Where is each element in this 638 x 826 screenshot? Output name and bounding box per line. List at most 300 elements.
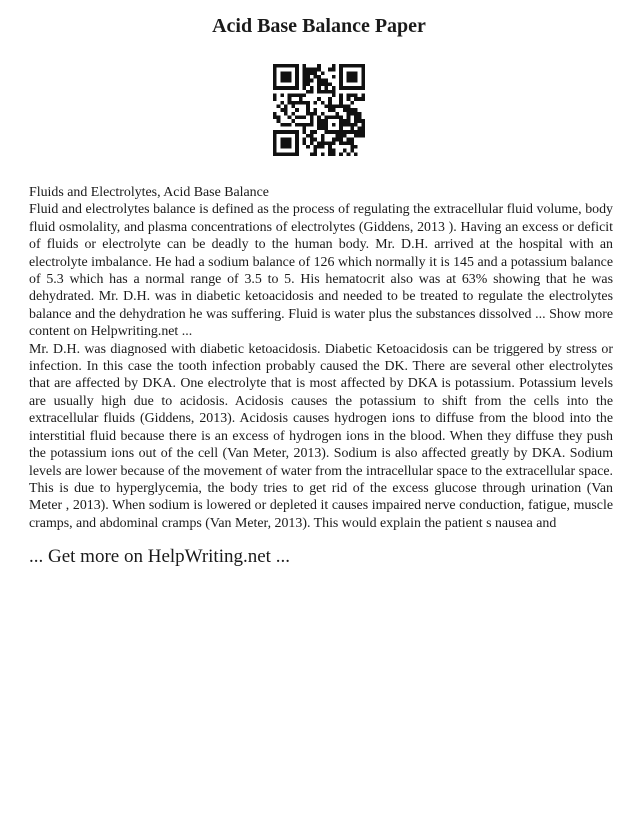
qr-module xyxy=(313,101,317,105)
qr-module xyxy=(288,64,292,68)
qr-module xyxy=(288,93,292,97)
qr-module xyxy=(317,97,321,101)
qr-module xyxy=(299,116,303,120)
qr-module xyxy=(343,64,347,68)
qr-module xyxy=(350,149,354,153)
qr-module xyxy=(361,79,365,83)
qr-module xyxy=(317,82,321,86)
qr-module xyxy=(273,112,277,116)
qr-module xyxy=(284,152,288,156)
qr-module xyxy=(302,130,306,134)
qr-module xyxy=(317,86,321,90)
qr-module xyxy=(343,149,347,153)
qr-module xyxy=(354,93,358,97)
qr-module xyxy=(284,86,288,90)
qr-module xyxy=(321,141,325,145)
document-body xyxy=(29,184,613,532)
qr-module xyxy=(339,101,343,105)
qr-module xyxy=(325,116,329,120)
qr-module xyxy=(288,97,292,101)
qr-module xyxy=(313,75,317,79)
qr-module xyxy=(277,116,281,120)
qr-module xyxy=(328,82,332,86)
qr-module xyxy=(321,152,325,156)
qr-module xyxy=(339,152,343,156)
qr-module xyxy=(328,152,332,156)
qr-module xyxy=(354,152,358,156)
qr-module xyxy=(302,141,306,145)
qr-module xyxy=(325,86,329,90)
qr-module xyxy=(295,134,299,138)
qr-module xyxy=(354,97,358,101)
qr-module xyxy=(354,130,358,134)
qr-module xyxy=(310,134,314,138)
qr-module xyxy=(295,145,299,149)
qr-module xyxy=(313,145,317,149)
qr-module xyxy=(350,123,354,127)
qr-module xyxy=(336,138,340,142)
qr-module xyxy=(310,71,314,75)
qr-module xyxy=(295,64,299,68)
qr-module xyxy=(354,86,358,90)
qr-module xyxy=(347,112,351,116)
qr-module xyxy=(295,86,299,90)
qr-module xyxy=(361,64,365,68)
qr-module xyxy=(325,130,329,134)
qr-module xyxy=(302,71,306,75)
qr-module xyxy=(302,68,306,72)
get-more-link[interactable]: ... Get more on HelpWriting.net ... xyxy=(29,546,290,567)
qr-module xyxy=(288,71,292,75)
qr-module xyxy=(361,123,365,127)
qr-module xyxy=(313,152,317,156)
qr-module xyxy=(288,138,292,142)
qr-module xyxy=(288,116,292,120)
qr-module xyxy=(350,86,354,90)
qr-module xyxy=(317,127,321,131)
qr-module xyxy=(317,141,321,145)
qr-module xyxy=(361,71,365,75)
qr-module xyxy=(295,82,299,86)
qr-module xyxy=(310,79,314,83)
qr-module xyxy=(328,101,332,105)
qr-module xyxy=(325,90,329,94)
qr-module xyxy=(321,101,325,105)
qr-module xyxy=(317,75,321,79)
qr-module xyxy=(291,86,295,90)
qr-module xyxy=(347,130,351,134)
qr-module xyxy=(347,123,351,127)
qr-module xyxy=(361,93,365,97)
qr-module xyxy=(299,97,303,101)
qr-module xyxy=(347,86,351,90)
qr-module xyxy=(310,68,314,72)
qr-module xyxy=(343,86,347,90)
qr-module xyxy=(339,82,343,86)
qr-module xyxy=(317,145,321,149)
qr-module xyxy=(313,138,317,142)
qr-module xyxy=(284,145,288,149)
qr-module xyxy=(284,104,288,108)
qr-module xyxy=(291,93,295,97)
qr-module xyxy=(350,138,354,142)
qr-module xyxy=(328,108,332,112)
qr-module xyxy=(354,123,358,127)
qr-module xyxy=(354,71,358,75)
qr-module xyxy=(347,79,351,83)
qr-module xyxy=(328,130,332,134)
qr-module xyxy=(325,127,329,131)
qr-module xyxy=(339,141,343,145)
qr-module xyxy=(361,68,365,72)
qr-module xyxy=(358,64,362,68)
qr-module xyxy=(288,145,292,149)
qr-module xyxy=(347,71,351,75)
qr-module xyxy=(343,141,347,145)
qr-module xyxy=(339,138,343,142)
qr-module xyxy=(350,64,354,68)
qr-module xyxy=(343,108,347,112)
qr-module xyxy=(350,79,354,83)
qr-module xyxy=(336,104,340,108)
qr-module xyxy=(306,145,310,149)
qr-module xyxy=(350,71,354,75)
qr-module xyxy=(332,64,336,68)
qr-module xyxy=(332,116,336,120)
qr-module xyxy=(343,123,347,127)
qr-module xyxy=(280,130,284,134)
qr-module xyxy=(280,108,284,112)
qr-module xyxy=(317,68,321,72)
qr-module xyxy=(291,64,295,68)
qr-module xyxy=(313,149,317,153)
qr-module xyxy=(321,82,325,86)
qr-module xyxy=(291,119,295,123)
qr-module xyxy=(361,75,365,79)
qr-module xyxy=(302,86,306,90)
qr-module xyxy=(306,68,310,72)
qr-module xyxy=(273,64,277,68)
qr-module xyxy=(321,123,325,127)
qr-module xyxy=(328,149,332,153)
qr-module xyxy=(350,101,354,105)
qr-module xyxy=(299,93,303,97)
qr-module xyxy=(295,93,299,97)
qr-module xyxy=(347,104,351,108)
qr-module xyxy=(310,138,314,142)
qr-module xyxy=(280,123,284,127)
qr-module xyxy=(347,138,351,142)
qr-module xyxy=(350,112,354,116)
qr-module xyxy=(361,130,365,134)
qr-module xyxy=(321,112,325,116)
qr-module xyxy=(339,68,343,72)
qr-module xyxy=(317,79,321,83)
qr-module xyxy=(273,71,277,75)
qr-module xyxy=(358,116,362,120)
qr-module xyxy=(339,127,343,131)
qr-module xyxy=(306,90,310,94)
qr-module xyxy=(302,64,306,68)
qr-module xyxy=(339,123,343,127)
qr-module xyxy=(321,90,325,94)
qr-module xyxy=(302,101,306,105)
qr-module xyxy=(299,123,303,127)
section-subtitle: Fluids and Electrolytes, Acid Base Balance xyxy=(29,185,269,200)
qr-module xyxy=(354,75,358,79)
qr-module xyxy=(339,116,343,120)
qr-module xyxy=(306,71,310,75)
qr-module xyxy=(321,134,325,138)
qr-module xyxy=(280,79,284,83)
qr-module xyxy=(306,75,310,79)
qr-module xyxy=(306,104,310,108)
qr-module xyxy=(310,123,314,127)
qr-module xyxy=(295,123,299,127)
qr-module xyxy=(277,119,281,123)
qr-module xyxy=(339,130,343,134)
qr-module xyxy=(288,101,292,105)
qr-module xyxy=(328,116,332,120)
qr-module xyxy=(328,141,332,145)
qr-module xyxy=(347,97,351,101)
qr-module xyxy=(273,93,277,97)
qr-module xyxy=(347,108,351,112)
qr-module xyxy=(332,68,336,72)
page-title: Acid Base Balance Paper xyxy=(212,15,426,37)
qr-module xyxy=(321,145,325,149)
qr-module xyxy=(317,116,321,120)
qr-module xyxy=(358,134,362,138)
qr-module xyxy=(273,97,277,101)
qr-module xyxy=(332,149,336,153)
qr-module xyxy=(295,149,299,153)
qr-module xyxy=(273,68,277,72)
qr-module xyxy=(332,130,336,134)
qr-module xyxy=(302,127,306,131)
qr-module xyxy=(291,130,295,134)
qr-module xyxy=(347,64,351,68)
qr-module xyxy=(317,64,321,68)
qr-module xyxy=(277,130,281,134)
qr-module xyxy=(302,82,306,86)
qr-module xyxy=(291,152,295,156)
qr-module xyxy=(343,130,347,134)
qr-module xyxy=(288,79,292,83)
qr-module xyxy=(339,79,343,83)
qr-module xyxy=(339,119,343,123)
qr-module xyxy=(332,75,336,79)
qr-module xyxy=(339,64,343,68)
qr-module xyxy=(295,141,299,145)
qr-module xyxy=(280,86,284,90)
qr-module xyxy=(288,141,292,145)
qr-module xyxy=(358,127,362,131)
qr-module xyxy=(354,108,358,112)
qr-module xyxy=(317,123,321,127)
qr-module xyxy=(280,141,284,145)
qr-module xyxy=(325,104,329,108)
qr-module xyxy=(313,68,317,72)
qr-module xyxy=(280,64,284,68)
qr-module xyxy=(313,130,317,134)
qr-module xyxy=(280,152,284,156)
qr-module xyxy=(336,134,340,138)
qr-module xyxy=(361,134,365,138)
qr-module xyxy=(306,112,310,116)
qr-module xyxy=(273,134,277,138)
qr-module xyxy=(325,79,329,83)
qr-module xyxy=(321,127,325,131)
qr-module xyxy=(361,127,365,131)
qr-module xyxy=(273,79,277,83)
qr-module xyxy=(332,123,336,127)
qr-module xyxy=(277,64,281,68)
qr-module xyxy=(347,116,351,120)
qr-module xyxy=(321,119,325,123)
qr-module xyxy=(336,112,340,116)
qr-module xyxy=(325,119,329,123)
qr-module xyxy=(310,86,314,90)
qr-module xyxy=(310,119,314,123)
qr-module xyxy=(350,75,354,79)
qr-module xyxy=(313,112,317,116)
qr-module xyxy=(361,82,365,86)
qr-module xyxy=(284,64,288,68)
qr-module xyxy=(288,130,292,134)
qr-module xyxy=(350,127,354,131)
qr-module xyxy=(306,79,310,83)
qr-module xyxy=(310,112,314,116)
qr-module xyxy=(350,93,354,97)
qr-module xyxy=(358,97,362,101)
qr-module xyxy=(328,145,332,149)
qr-module xyxy=(306,101,310,105)
qr-module xyxy=(358,130,362,134)
qr-module xyxy=(347,93,351,97)
qr-module xyxy=(288,152,292,156)
qr-module xyxy=(354,79,358,83)
qr-module xyxy=(343,104,347,108)
qr-module xyxy=(295,138,299,142)
qr-module xyxy=(302,75,306,79)
qr-module xyxy=(291,101,295,105)
qr-module xyxy=(302,79,306,83)
qr-module xyxy=(295,71,299,75)
qr-module xyxy=(350,108,354,112)
qr-module xyxy=(325,82,329,86)
qr-module xyxy=(295,108,299,112)
qr-module xyxy=(277,86,281,90)
qr-code-icon xyxy=(273,64,365,156)
qr-module xyxy=(358,119,362,123)
qr-module xyxy=(325,141,329,145)
qr-module xyxy=(295,116,299,120)
qr-module xyxy=(273,75,277,79)
qr-module xyxy=(339,134,343,138)
qr-module xyxy=(343,134,347,138)
qr-module xyxy=(347,152,351,156)
qr-module xyxy=(339,75,343,79)
qr-module xyxy=(321,138,325,142)
qr-module xyxy=(336,130,340,134)
qr-module xyxy=(328,97,332,101)
qr-module xyxy=(325,123,329,127)
qr-module xyxy=(284,71,288,75)
qr-module xyxy=(273,149,277,153)
qr-module xyxy=(310,130,314,134)
qr-module xyxy=(339,71,343,75)
qr-module xyxy=(277,152,281,156)
qr-module xyxy=(284,108,288,112)
qr-module xyxy=(306,82,310,86)
qr-module xyxy=(310,116,314,120)
qr-module xyxy=(291,104,295,108)
qr-module xyxy=(273,130,277,134)
qr-module xyxy=(280,71,284,75)
qr-module xyxy=(277,104,281,108)
qr-module xyxy=(361,97,365,101)
qr-module xyxy=(347,141,351,145)
qr-module xyxy=(295,101,299,105)
qr-module xyxy=(354,134,358,138)
qr-module xyxy=(328,68,332,72)
qr-module xyxy=(332,104,336,108)
qr-module xyxy=(284,79,288,83)
qr-module xyxy=(295,79,299,83)
qr-module xyxy=(273,152,277,156)
qr-module xyxy=(273,141,277,145)
qr-module xyxy=(354,119,358,123)
qr-module xyxy=(339,97,343,101)
qr-module xyxy=(273,116,277,120)
qr-module xyxy=(354,145,358,149)
body-paragraph-1: Fluid and electrolytes balance is defined as the process of regulating the extracellular fluid volume, body fluid osmolality, and plasma concentrations of electrolytes (Giddens, 2013 ). Having an excess or deficit of fluids or electrolyte can be deadly to the human body. Mr. D.H. arrived at the hospital with an electrolyte imbalance. He had a sodium balance of 126 which normally it is 145 and a potassium balance of 5.3 which has a normal range of 3.5 to 5. His hematocrit also was at 63% showing that he was dehydrated. Mr. D.H. was in diabetic ketoacidosis and needed to be treated to regulate the electrolytes balance and the dehydration he was suffering. Fluid is water plus the substances dissolved ... Show more content on Helpwriting.net ... xyxy=(29,202,613,340)
qr-module xyxy=(310,90,314,94)
qr-module xyxy=(332,138,336,142)
qr-module xyxy=(354,116,358,120)
qr-module xyxy=(284,130,288,134)
qr-module xyxy=(288,123,292,127)
qr-module xyxy=(350,145,354,149)
qr-module xyxy=(302,116,306,120)
qr-module xyxy=(310,141,314,145)
qr-module xyxy=(288,75,292,79)
qr-module xyxy=(302,93,306,97)
qr-module xyxy=(317,90,321,94)
qr-module xyxy=(358,112,362,116)
qr-module xyxy=(306,134,310,138)
qr-module xyxy=(328,90,332,94)
qr-module xyxy=(302,138,306,142)
qr-module xyxy=(284,138,288,142)
qr-module xyxy=(361,86,365,90)
qr-module xyxy=(313,108,317,112)
qr-module xyxy=(280,75,284,79)
qr-module xyxy=(280,93,284,97)
qr-module xyxy=(302,123,306,127)
qr-module xyxy=(339,104,343,108)
qr-module xyxy=(332,152,336,156)
qr-module xyxy=(288,86,292,90)
qr-module xyxy=(280,145,284,149)
qr-module xyxy=(339,93,343,97)
qr-module xyxy=(361,119,365,123)
qr-module xyxy=(321,71,325,75)
qr-module xyxy=(295,75,299,79)
qr-module xyxy=(354,112,358,116)
qr-module xyxy=(336,116,340,120)
